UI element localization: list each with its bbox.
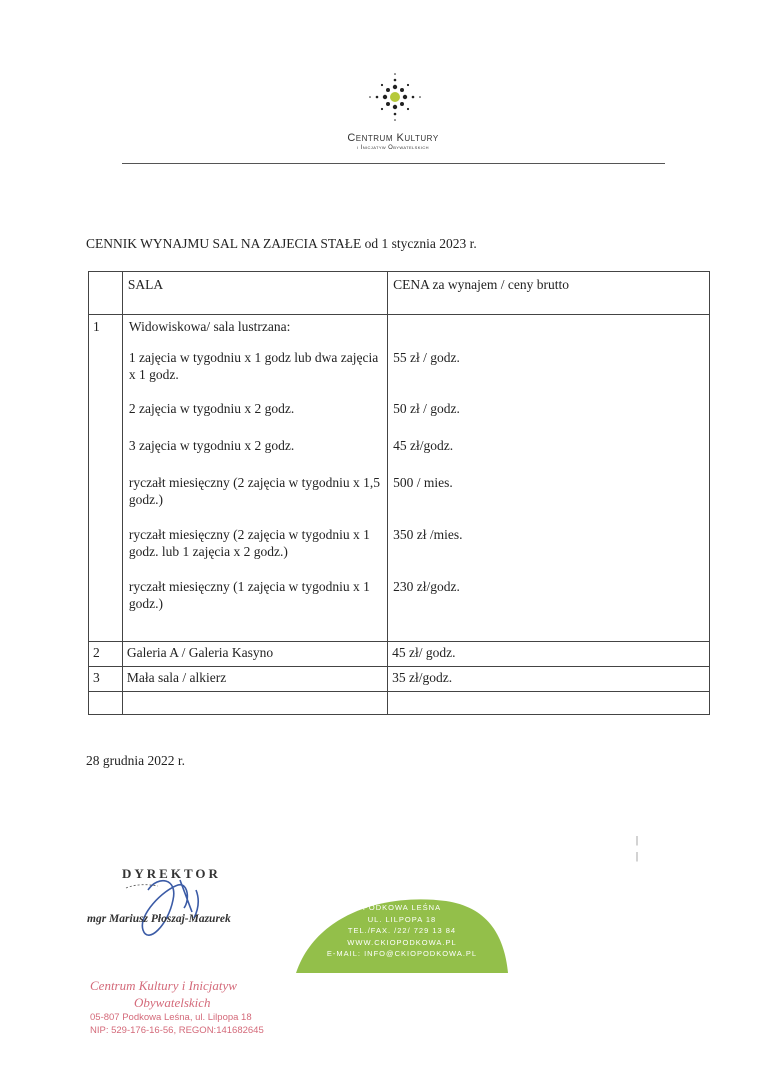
document-title: CENNIK WYNAJMU SAL NA ZAJECIA STAŁE od 1 stycznia 2023 r. [86,236,477,251]
stamp-line: NIP: 529-176-16-56, REGON:141682645 [90,1025,264,1036]
table-header-cena: CENA za wynajem / ceny brutto [388,272,710,315]
contact-line: UL. LILPOPA 18 [367,914,437,924]
stamp-line: Centrum Kultury i Inicjatyw [90,978,237,993]
handwritten-signature [118,870,228,948]
table-row-empty [89,692,710,715]
price-value: 500 / mies. [393,475,453,490]
sun-logo-icon [360,72,430,122]
price-value: 350 zł /mies. [393,527,463,542]
margin-marks: | | [636,835,639,862]
logo-subtitle: i Inicjatyw Obywatelskich [357,145,429,151]
stamp-line: 05-807 Podkowa Leśna, ul. Lilpopa 18 [90,1012,252,1023]
header-divider [122,163,665,164]
stamp-line: Obywatelskich [134,995,211,1010]
table-header-num [89,272,123,315]
pricing-option: ryczałt miesięczny (1 zajęcia w tygodniu x 1 godz.) [128,579,370,611]
price-value: 55 zł / godz. [393,350,460,365]
contact-info [296,902,508,960]
contact-line: PODKOWA LEŚNA [362,903,442,912]
pricing-option: 1 zajęcia w tygodniu x 1 godz lub dwa zajęcia x 1 godz. [128,350,379,382]
contact-line: TEL./FAX. /22/ 729 13 84 [347,926,457,935]
row-number: 2 [93,645,100,660]
price-table [88,271,710,715]
table-row [89,642,710,667]
pricing-option: 2 zajęcia w tygodniu x 2 godz. [128,401,295,416]
price-value: 35 zł/godz. [392,670,453,685]
pricing-option: ryczałt miesięczny (2 zajęcia w tygodniu x 1,5 godz.) [128,475,381,507]
logo-name: Centrum Kultury [347,132,439,144]
price-value: 45 zł/godz. [393,438,454,453]
row-number: 3 [93,670,100,685]
room-name: Galeria A / Galeria Kasyno [126,645,274,660]
document-date: 28 grudnia 2022 r. [86,753,185,768]
contact-line: WWW.CKIOPODKOWA.PL [347,937,457,947]
table-header-row [89,272,710,315]
room-name: Widowiskowa/ sala lustrzana: [128,319,291,334]
price-value: 50 zł / godz. [393,401,460,416]
signature-title: DYREKTOR [122,866,221,881]
price-value: 45 zł/ godz. [392,645,456,660]
pricing-option: ryczałt miesięczny (2 zajęcia w tygodniu x 1 godz. lub 1 zajęcia x 2 godz.) [128,527,370,559]
pricing-option: 3 zajęcia w tygodniu x 2 godz. [128,438,295,453]
room-name: Mała sala / alkierz [126,670,227,685]
row-number: 1 [93,319,100,334]
table-row [89,667,710,692]
table-header-sala: SALA [122,272,387,315]
table-row [89,315,710,642]
signature-name: mgr Mariusz Płoszaj-Mazurek [87,913,231,925]
contact-line: E-MAIL: INFO@CKIOPODKOWA.PL [326,949,478,958]
price-value: 230 zł/godz. [393,579,460,594]
